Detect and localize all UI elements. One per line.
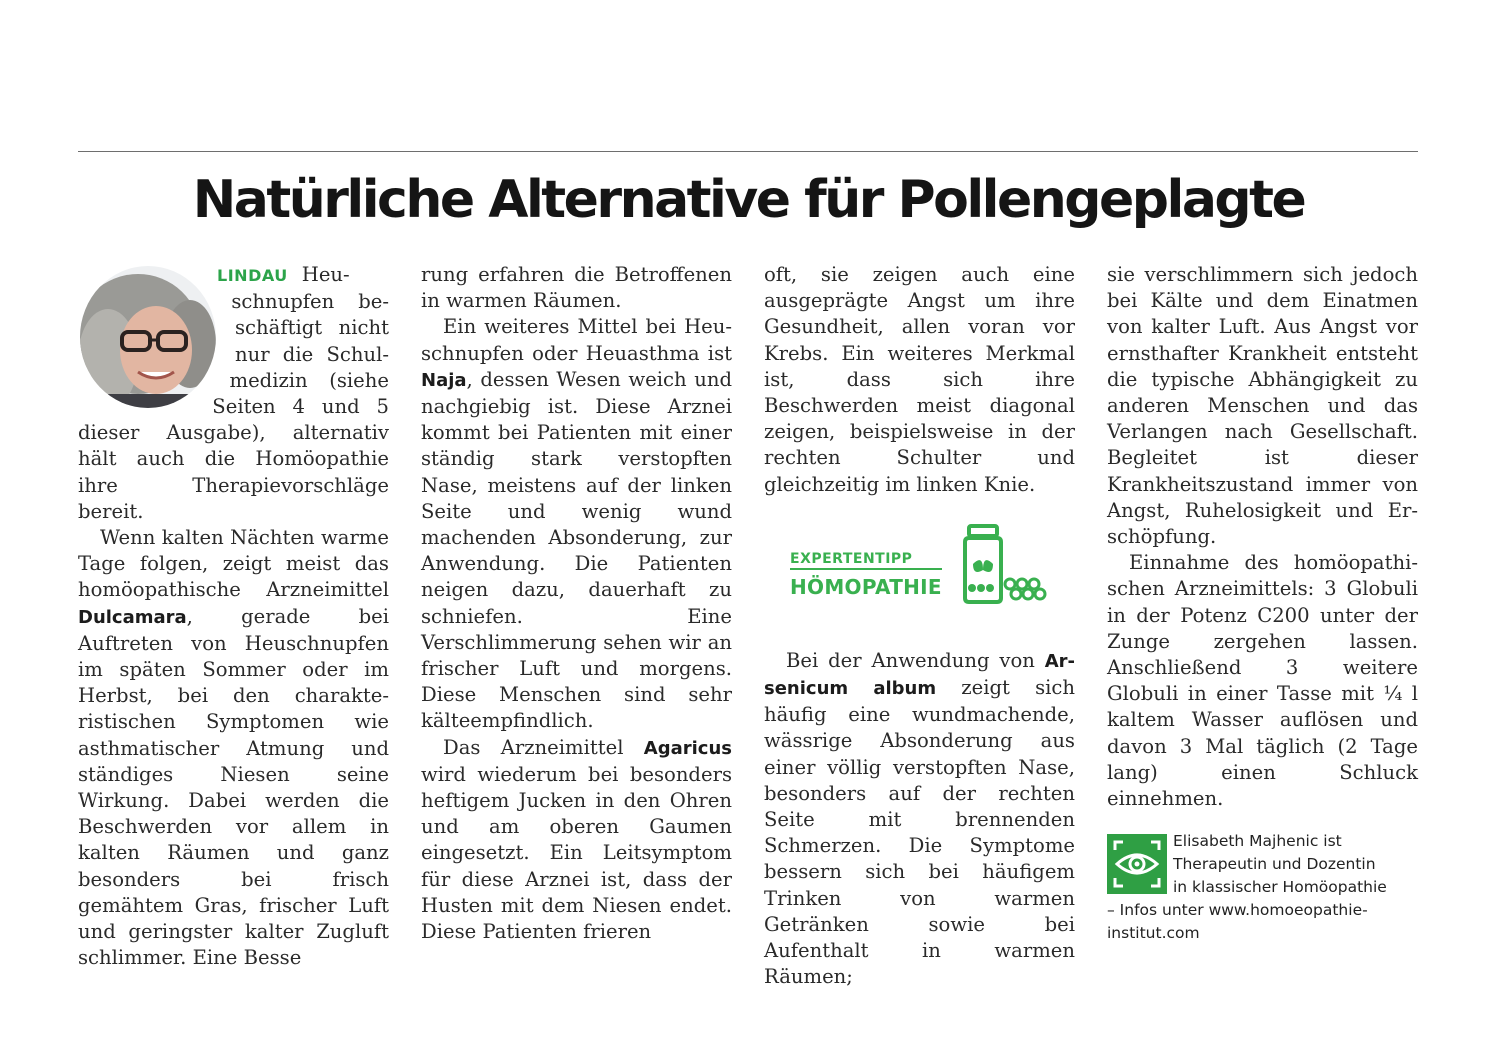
remedy-dulcamara: Dulcamara: [78, 606, 187, 628]
col1-para-2-start: Wenn kalten Nächten warme Tage folgen, zeigt meist das homöopathische Arzneimittel: [78, 526, 389, 602]
tip-divider: [790, 568, 942, 570]
col4-para-2: Einnahme des homöopathischen Arzneimittels: 3 Globuli in der Potenz C200 unter der Zunge zergehen lassen. Anschließend 3 weitere Globuli in einer Tasse mit ¼ l kaltem Wasser auflösen und davon 3 Mal täglich (2 Tage lang) einen Schluck einnehmen.: [1107, 551, 1418, 811]
col2-para-3-start: Das Arzneimittel: [443, 735, 644, 759]
col2-para-2-end: , dessen Wesen weich und nachgiebig ist. Diese Arznei kommt bei Patienten mit einer ständig stark verstopften Nase, meistens auf der linken Seite und wenig wund machenden Absonderung, zur Anwendung. Die Patienten neigen dazu, dauerhaft zu schniefen. Eine Verschlimmerung sehen wir an frischer Luft und morgens. Diese Menschen sind sehr kälteempfindlich.: [421, 367, 732, 733]
col1-para-2-end: , gerade bei Auftreten von Heuschnupfen im späten Sommer oder im Herbst, bei den charakteristischen Symptomen wie asthmatischer Atmung und ständiges Niesen seine Wirkung. Dabei werden die Beschwerden vor allem in kalten Räumen und ganz besonders bei frisch gemähtem Gras, frischer Luft und geringster kalter Zugluft schlimmer. Eine Besse: [78, 604, 389, 970]
col2-para-1: rung erfahren die Betroffenen in warmen Räumen.: [421, 263, 732, 313]
author-line-4: – Infos unter www.homoeopathie-: [1107, 901, 1368, 920]
medicine-jar-icon: [958, 524, 1050, 606]
column-3: [764, 262, 1075, 990]
author-line-1: Elisabeth Majhenic ist: [1173, 832, 1342, 851]
col3-para-2-start: Bei der Anwendung von: [786, 648, 1045, 672]
col1-para-1: Heuschnupfen beschäftigt nicht nur die Schulmedizin (siehe Seiten 4 und 5 dieser Ausgabe), alternativ hält auch die Homöopathie ihre Therapievorschläge bereit.: [78, 263, 389, 523]
author-line-3: in klassischer Homöopathie: [1173, 878, 1387, 897]
tip-title: HÖMOPATHIE: [790, 574, 942, 599]
author-portrait: [78, 264, 222, 412]
remedy-naja: Naja: [421, 369, 467, 391]
remedy-arsenicum: Arsenicum album: [764, 650, 1075, 700]
author-line-5: institut.com: [1107, 924, 1200, 943]
location-label: LINDAU: [217, 266, 288, 285]
col2-para-3-end: wird wiederum bei besonders heftigem Jucken in den Ohren und am oberen Gaumen eingesetzt. Ein Leitsymptom für diese Arznei ist, dass der Husten mit dem Niesen endet. Diese Patienten frieren: [421, 762, 732, 944]
column-1: [78, 262, 389, 971]
expert-tip-box: [764, 520, 1075, 612]
col3-para-2-end: zeigt sich häufig eine wundmachende, wässrige Absonderung aus einer völlig verstopften Nase, besonders auf der rechten Seite mit brennenden Schmerzen. Die Symptome bessern sich bei häufigem Trinken von warmen Getränken sowie bei Aufenthalt in warmen Räumen;: [764, 676, 1075, 989]
tip-label: EXPERTENTIPP: [790, 550, 913, 567]
col4-para-1: sie verschlimmern sich jedoch bei Kälte und dem Einatmen von kalter Luft. Aus Angst vor ernsthafter Krankheit entsteht die typische Abhängigkeit zu anderen Menschen und das Verlangen nach Gesellschaft. Begleitet ist dieser Krankheitszustand immer von Angst, Ruhelosigkeit und Erschöpfung.: [1107, 263, 1418, 549]
author-note: [1107, 830, 1418, 945]
column-4: [1107, 262, 1418, 945]
top-rule: [78, 151, 1418, 152]
col3-para-1: oft, sie zeigen auch eine ausgeprägte Angst um ihre Gesundheit, allen voran vor Krebs. Ein weiteres Merkmal ist, dass sich ihre Beschwerden meist diagonal zeigen, beispielsweise in der rechten Schulter und gleichzeitig im linken Knie.: [764, 263, 1075, 496]
author-line-2: Therapeutin und Dozentin: [1173, 855, 1376, 874]
eye-icon: [1107, 834, 1167, 894]
remedy-agaricus: Agaricus: [643, 737, 732, 759]
headline: Natürliche Alternative für Pollengeplagte: [192, 170, 1305, 230]
col2-para-2-start: Ein weiteres Mittel bei Heuschnupfen oder Heuasthma ist: [421, 315, 732, 365]
column-2: [421, 262, 732, 945]
